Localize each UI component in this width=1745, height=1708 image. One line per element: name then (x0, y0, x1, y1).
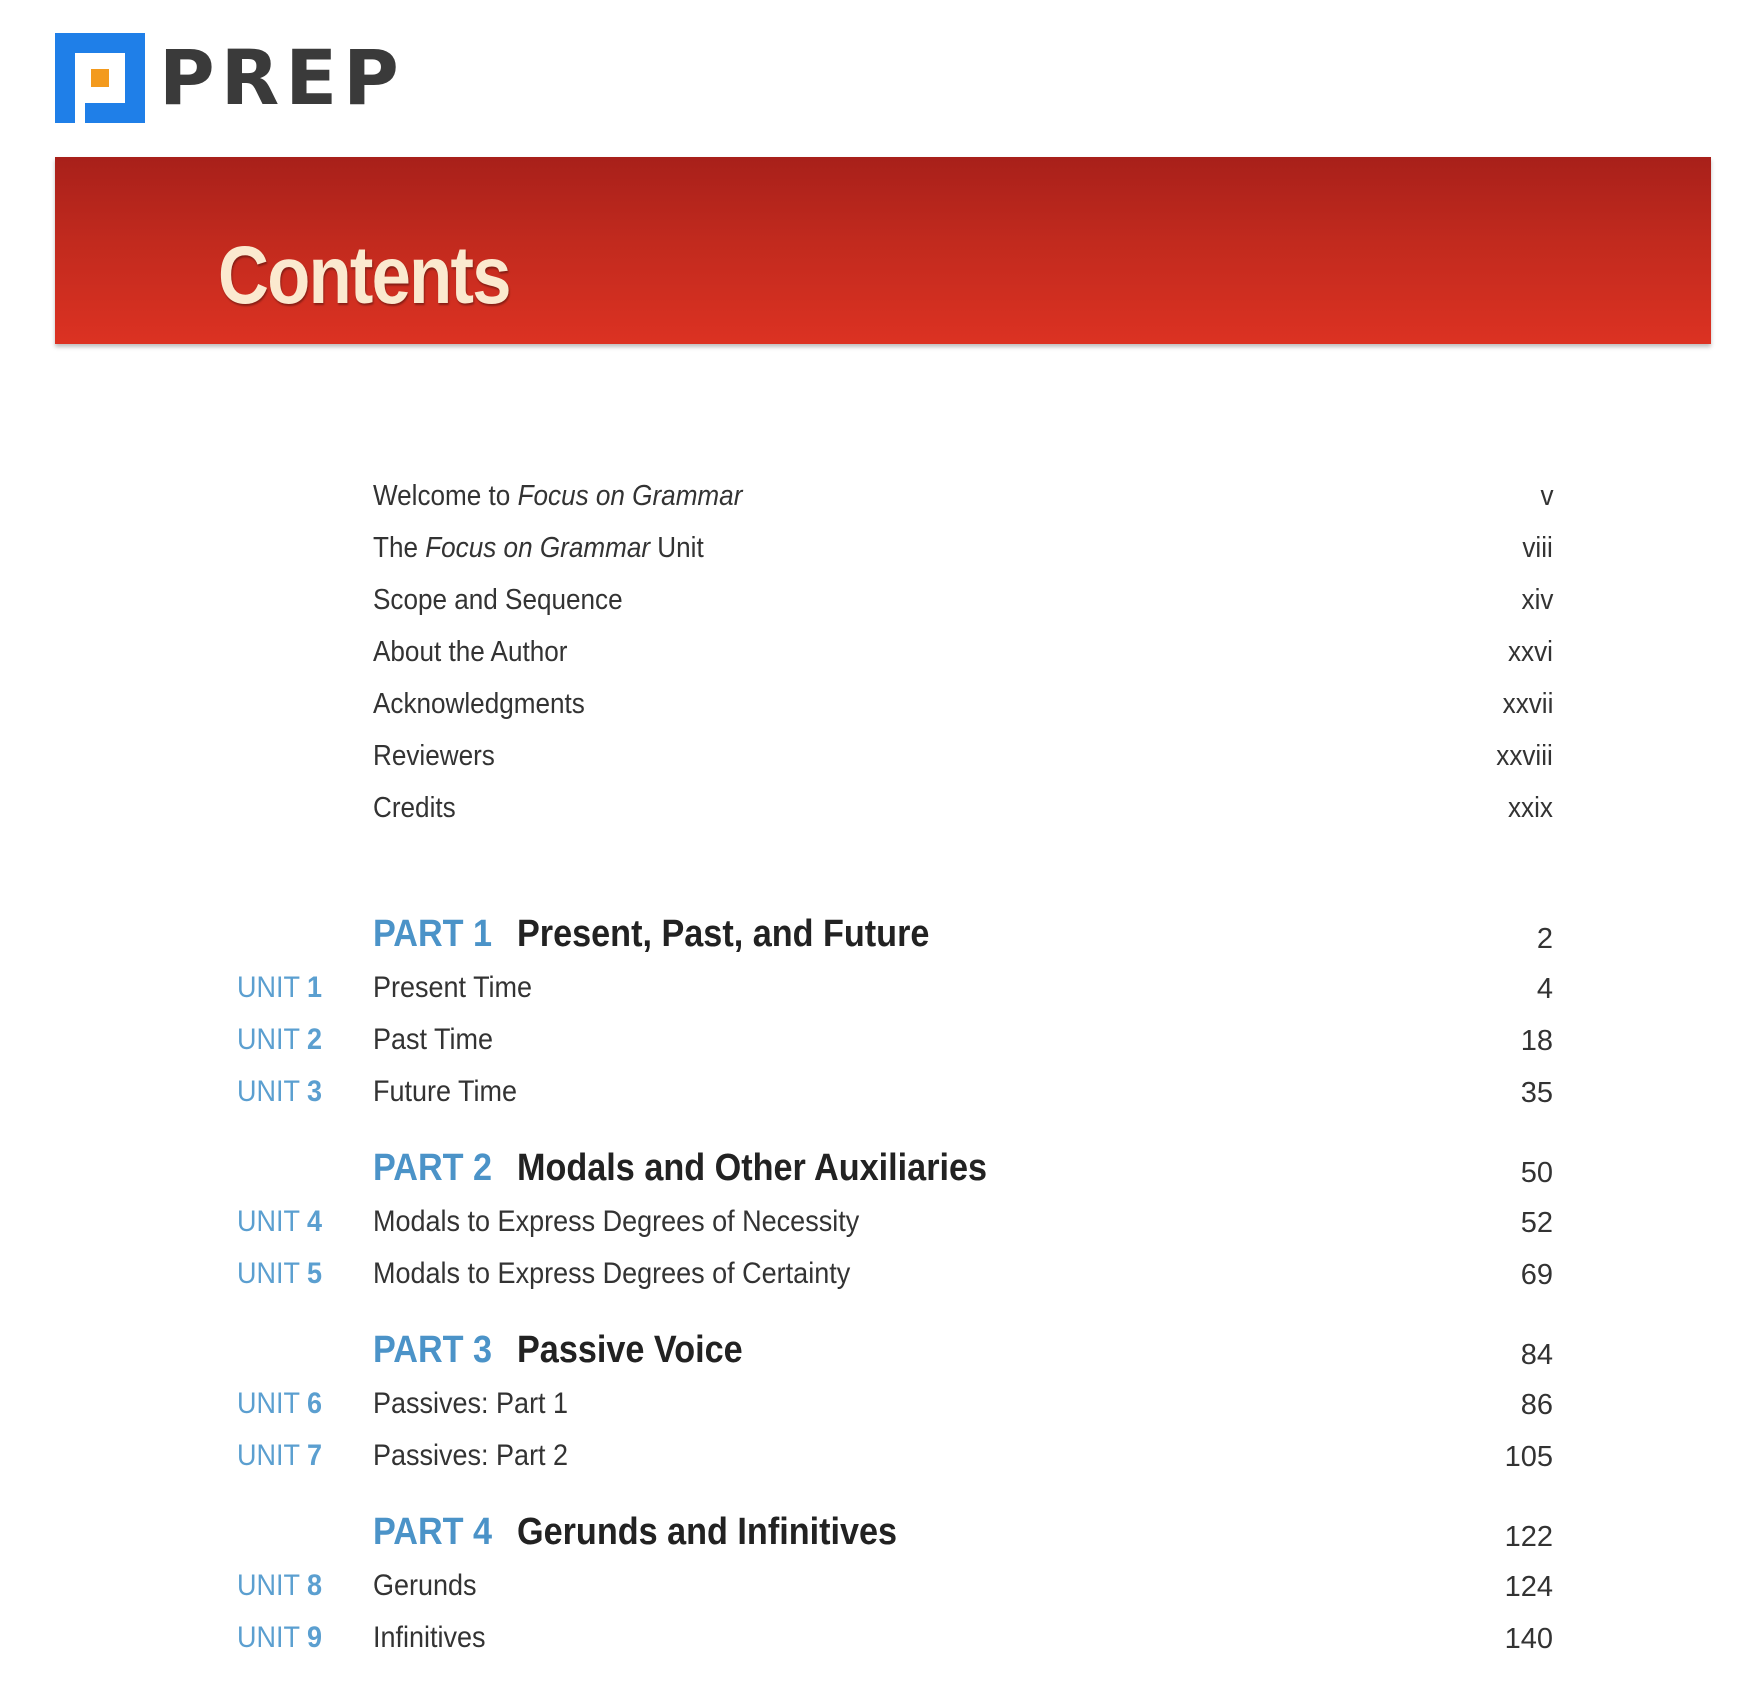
contents-entry[interactable] (373, 740, 1553, 792)
parts-list (0, 905, 1745, 1685)
entry-page-number: v (1539, 480, 1553, 512)
part-label: PART 1 (373, 913, 493, 955)
unit-number: 6 (307, 1387, 323, 1420)
unit-title: Modals to Express Degrees of Necessity (373, 1205, 860, 1238)
part-title: Present, Past, and Future (517, 913, 930, 955)
unit-title: Future Time (373, 1075, 518, 1108)
unit-title: Passives: Part 2 (373, 1439, 569, 1472)
unit-word: UNIT (237, 1205, 300, 1238)
unit-entry[interactable] (0, 1561, 1745, 1613)
part-heading[interactable] (0, 1321, 1745, 1379)
unit-label (237, 1569, 322, 1603)
part-title: Modals and Other Auxiliaries (517, 1147, 988, 1189)
prep-logo-icon (55, 33, 145, 123)
unit-page-number: 4 (1536, 973, 1553, 1005)
contents-entry[interactable] (373, 792, 1553, 844)
brand-name: PREP (159, 33, 405, 122)
contents-entry[interactable] (373, 584, 1553, 636)
unit-word: UNIT (237, 1023, 300, 1056)
entry-page-number: xxvii (1502, 688, 1553, 720)
entry-title-prefix: Scope and Sequence (373, 584, 623, 616)
entry-title-prefix: About the Author (373, 636, 568, 668)
part-label: PART 4 (373, 1511, 493, 1553)
unit-word: UNIT (237, 1569, 300, 1602)
unit-number: 1 (307, 971, 323, 1004)
unit-title: Gerunds (373, 1569, 477, 1602)
prep-logo (55, 33, 405, 123)
entry-title (373, 688, 585, 721)
unit-word: UNIT (237, 1257, 300, 1290)
entry-title-prefix: Welcome to (373, 480, 518, 512)
contents-entry[interactable] (373, 688, 1553, 740)
part-page-number: 84 (1520, 1339, 1553, 1371)
contents-entry[interactable] (373, 636, 1553, 688)
unit-word: UNIT (237, 971, 300, 1004)
unit-label (237, 971, 322, 1005)
part-heading[interactable] (0, 905, 1745, 963)
unit-title: Infinitives (373, 1621, 486, 1654)
unit-entry[interactable] (0, 1015, 1745, 1067)
part-heading[interactable] (0, 1139, 1745, 1197)
unit-title: Modals to Express Degrees of Certainty (373, 1257, 851, 1290)
unit-label (237, 1387, 322, 1421)
entry-page-number: xxix (1508, 792, 1553, 824)
unit-page-number: 69 (1520, 1259, 1553, 1291)
part-section (0, 1503, 1745, 1665)
part-section (0, 1321, 1745, 1483)
unit-entry[interactable] (0, 1379, 1745, 1431)
unit-entry[interactable] (0, 1431, 1745, 1483)
entry-page-number: xiv (1521, 584, 1553, 616)
entry-page-number: viii (1522, 532, 1553, 564)
entry-title-suffix: Unit (650, 532, 704, 564)
unit-number: 4 (307, 1205, 323, 1238)
part-title: Passive Voice (517, 1329, 743, 1371)
part-label: PART 3 (373, 1329, 493, 1371)
entry-title (373, 636, 567, 669)
unit-number: 8 (307, 1569, 323, 1602)
entry-title-prefix: Reviewers (373, 740, 495, 772)
part-heading[interactable] (0, 1503, 1745, 1561)
page-title: Contents (218, 230, 510, 321)
entry-title-italic: Focus on Grammar (517, 480, 743, 512)
part-title: Gerunds and Infinitives (517, 1511, 898, 1553)
unit-title: Past Time (373, 1023, 494, 1056)
unit-label (237, 1257, 322, 1291)
unit-page-number: 140 (1504, 1623, 1553, 1655)
unit-entry[interactable] (0, 1067, 1745, 1119)
front-matter-list (373, 480, 1553, 844)
unit-page-number: 18 (1520, 1025, 1553, 1057)
unit-number: 9 (307, 1621, 323, 1654)
unit-number: 3 (307, 1075, 323, 1108)
unit-label (237, 1023, 322, 1057)
unit-label (237, 1205, 322, 1239)
entry-page-number: xxviii (1496, 740, 1553, 772)
unit-word: UNIT (237, 1621, 300, 1654)
entry-title (373, 792, 456, 825)
unit-title: Present Time (373, 971, 533, 1004)
unit-page-number: 35 (1520, 1077, 1553, 1109)
part-section (0, 1139, 1745, 1301)
unit-page-number: 105 (1504, 1441, 1553, 1473)
part-page-number: 2 (1536, 923, 1553, 955)
unit-entry[interactable] (0, 1613, 1745, 1665)
unit-title: Passives: Part 1 (373, 1387, 569, 1420)
contents-entry[interactable] (373, 532, 1553, 584)
unit-page-number: 124 (1504, 1571, 1553, 1603)
part-page-number: 50 (1520, 1157, 1553, 1189)
entry-title (373, 532, 704, 565)
entry-title-prefix: Credits (373, 792, 456, 824)
part-label: PART 2 (373, 1147, 493, 1189)
unit-label (237, 1621, 322, 1655)
entry-title-italic: Focus on Grammar (425, 532, 651, 564)
entry-title (373, 584, 623, 617)
contents-entry[interactable] (373, 480, 1553, 532)
unit-entry[interactable] (0, 1197, 1745, 1249)
entry-title-prefix: Acknowledgments (373, 688, 585, 720)
unit-entry[interactable] (0, 963, 1745, 1015)
unit-word: UNIT (237, 1075, 300, 1108)
unit-number: 2 (307, 1023, 323, 1056)
entry-title (373, 740, 495, 773)
unit-word: UNIT (237, 1387, 300, 1420)
entry-title-prefix: The (373, 532, 426, 564)
unit-label (237, 1439, 322, 1473)
unit-label (237, 1075, 322, 1109)
unit-number: 5 (307, 1257, 323, 1290)
contents-banner (55, 157, 1711, 344)
part-section (0, 905, 1745, 1119)
unit-word: UNIT (237, 1439, 300, 1472)
part-page-number: 122 (1504, 1521, 1553, 1553)
unit-number: 7 (307, 1439, 323, 1472)
unit-page-number: 52 (1520, 1207, 1553, 1239)
unit-page-number: 86 (1520, 1389, 1553, 1421)
entry-page-number: xxvi (1508, 636, 1553, 668)
entry-title (373, 480, 742, 513)
unit-entry[interactable] (0, 1249, 1745, 1301)
